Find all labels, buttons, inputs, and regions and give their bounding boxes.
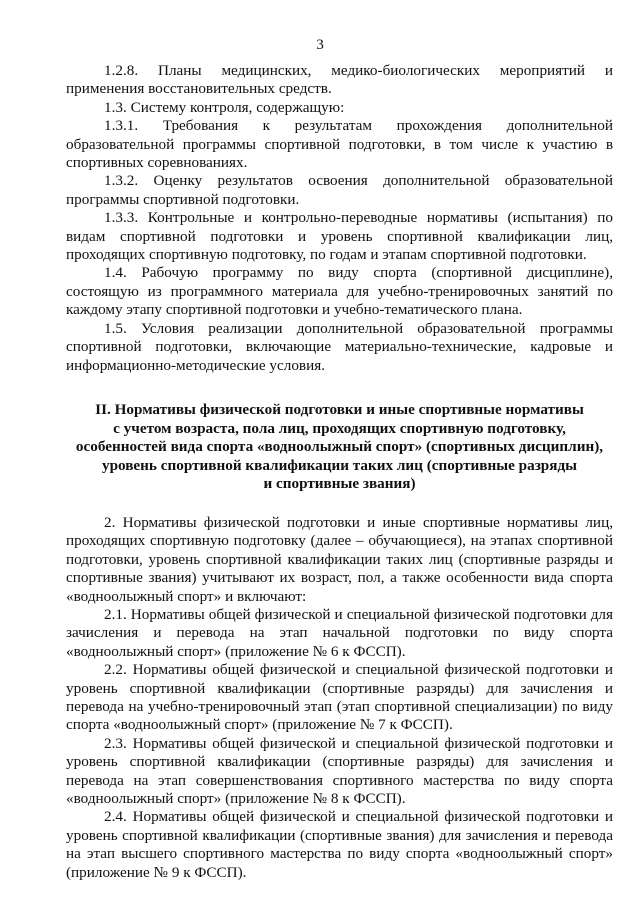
page-number: 3 [316, 36, 324, 53]
document-body [66, 62, 613, 882]
heading-line: и спортивные звания) [263, 475, 416, 493]
paragraph-1-4: 1.4. Рабочую программу по виду спорта (спортивной дисциплине), состоящую из программного материала для учебно-тренировочных занятий по каждому этапу спортивной подготовки и учебно-тематического плана. [66, 264, 613, 319]
section-2-heading [66, 401, 613, 494]
paragraph-2-1: 2.1. Нормативы общей физической и специальной физической подготовки для зачисления и перевода на этап начальной подготовки по виду спорта «водноолыжный спорт» (приложение № 6 к ФССП). [66, 605, 613, 660]
paragraph-1-2-8: 1.2.8. Планы медицинских, медико-биологических мероприятий и применения восстановительных средств. [66, 62, 613, 98]
section-1-list [66, 62, 613, 375]
paragraph-1-3-3: 1.3.3. Контрольные и контрольно-переводные нормативы (испытания) по видам спортивной подготовки и уровень спортивной квалификации лиц, проходящих спортивную подготовку, по годам и этапам спортивной подготовки. [66, 209, 613, 264]
heading-line: с учетом возраста, пола лиц, проходящих спортивную подготовку, [113, 419, 566, 437]
paragraph-1-3-1: 1.3.1. Требования к результатам прохождения дополнительной образовательной программы спортивной подготовки, в том числе к участию в спортивных соревнованиях. [66, 117, 613, 172]
paragraph-1-3: 1.3. Систему контроля, содержащую: [104, 98, 345, 116]
heading-line: уровень спортивной квалификации таких лиц (спортивные разряды [101, 456, 578, 474]
heading-line: II. Нормативы физической подготовки и иные спортивные нормативы [95, 400, 584, 418]
paragraph-2-2: 2.2. Нормативы общей физической и специальной физической подготовки и уровень спортивной квалификации (спортивные разряды) для зачисления и перевода на учебно-тренировочный этап (этап спортивной специализации) по виду спорта «водноолыжный спорт» (приложение № 7 к ФССП). [66, 661, 613, 734]
paragraph-1-3-2: 1.3.2. Оценку результатов освоения дополнительной образовательной программы спортивной подготовки. [66, 172, 613, 208]
paragraph-2-4: 2.4. Нормативы общей физической и специальной физической подготовки и уровень спортивной квалификации (спортивные звания) для зачисления и перевода на этап высшего спортивного мастерства по виду спорта «водноолыжный спорт» (приложение № 9 к ФССП). [66, 808, 613, 881]
heading-line: особенностей вида спорта «водноолыжный спорт» (спортивных дисциплин), [75, 438, 604, 456]
section-2-list [66, 514, 613, 882]
paragraph-2: 2. Нормативы физической подготовки и иные спортивные нормативы лиц, проходящих спортивную подготовку (далее – обучающиеся), на этапах спортивной подготовки, уровень спортивной квалификации таких лиц (спортивные разряды и спортивные звания) учитывают их возраст, пол, а также особенности вида спорта «водноолыжный спорт» и включают: [66, 513, 613, 605]
paragraph-1-5: 1.5. Условия реализации дополнительной образовательной программы спортивной подготовки, включающие материально-технические, кадровые и информационно-методические условия. [66, 319, 613, 374]
paragraph-2-3: 2.3. Нормативы общей физической и специальной физической подготовки и уровень спортивной квалификации (спортивные разряды) для зачисления и перевода на этап совершенствования спортивного мастерства по виду спорта «водноолыжный спорт» (приложение № 8 к ФССП). [66, 734, 613, 807]
